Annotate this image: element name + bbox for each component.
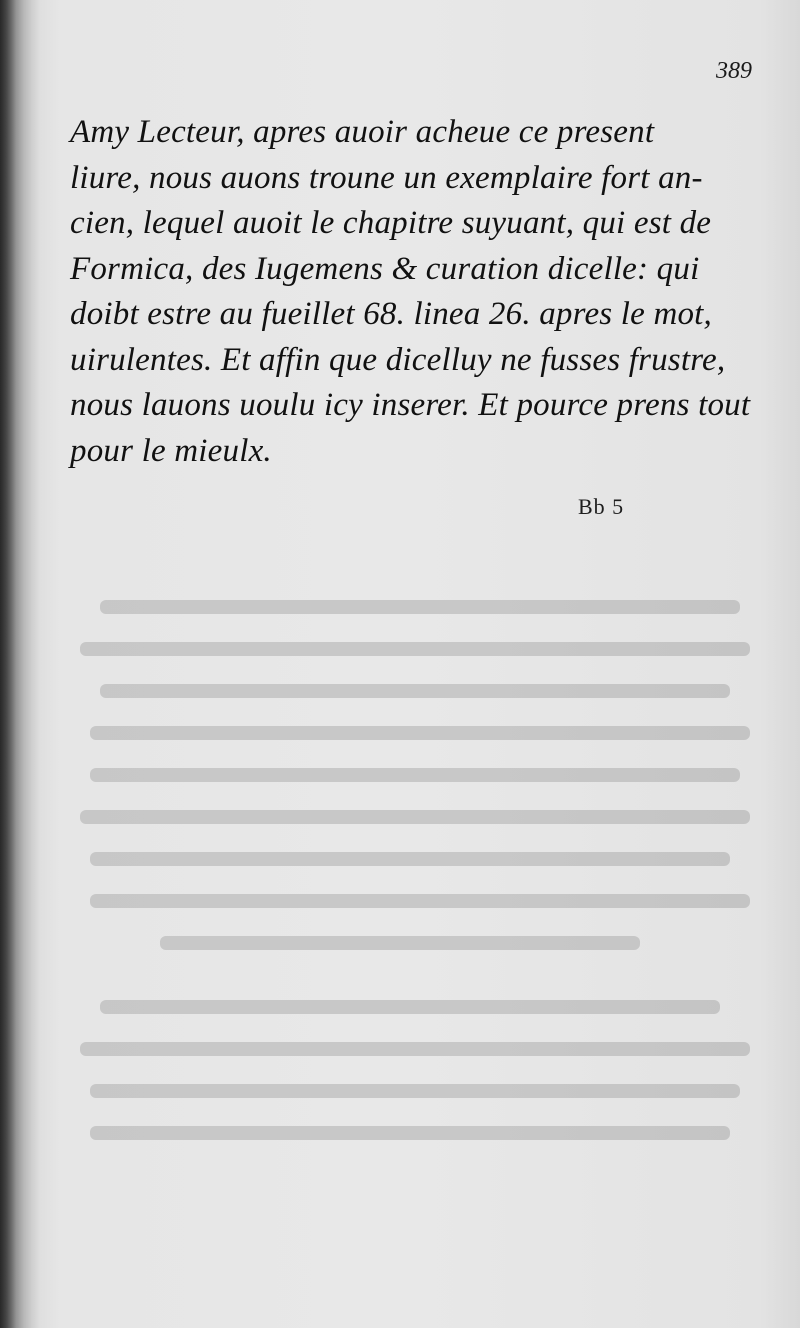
show-through-texture [60, 590, 760, 983]
show-through-lines [60, 590, 760, 970]
text-line: doibt estre au fueillet 68. linea 26. apres le mot, [70, 296, 713, 332]
text-line: cien, lequel auoit le chapitre suyuant, qui est de [70, 205, 712, 241]
text-line: liure, nous auons troune un exemplaire fort an- [70, 159, 703, 196]
show-through-lines [60, 990, 760, 1170]
text-line: Amy Lecteur, apres auoir acheue ce present [70, 114, 655, 150]
text-line: pour le mieulx. [70, 432, 272, 469]
signature-mark: Bb 5 [578, 494, 625, 519]
text-line: uirulentes. Et affin que dicelluy ne fusses frustre, [70, 341, 726, 378]
text-line: nous lauons uoulu icy inserer. Et pource prens tout [70, 387, 751, 423]
binding-gutter-shadow [0, 0, 40, 1328]
page-number: 389 [716, 58, 752, 84]
printed-note-to-reader [70, 110, 770, 474]
show-through-texture [60, 990, 760, 1183]
text-line: Formica, des Iugemens & curation dicelle: qui [70, 250, 700, 287]
